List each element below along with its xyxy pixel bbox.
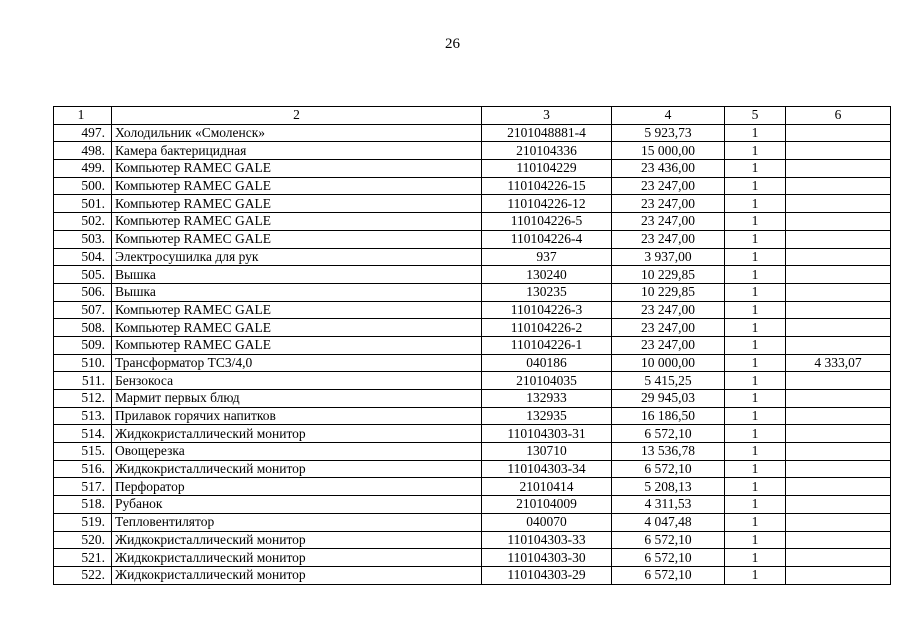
item-quantity: 1 (725, 142, 786, 160)
inventory-code: 110104303-31 (482, 425, 612, 443)
item-name: Прилавок горячих напитков (112, 407, 482, 425)
table-row (54, 177, 891, 195)
item-name: Холодильник «Смоленск» (112, 124, 482, 142)
item-value: 4 311,53 (612, 496, 725, 514)
table-row (54, 195, 891, 213)
item-name: Компьютер RAMEC GALE (112, 195, 482, 213)
item-extra (786, 266, 891, 284)
row-number: 507. (54, 301, 112, 319)
item-name: Компьютер RAMEC GALE (112, 336, 482, 354)
inventory-code: 210104009 (482, 496, 612, 514)
item-quantity: 1 (725, 513, 786, 531)
item-name: Бензокоса (112, 372, 482, 390)
item-extra (786, 425, 891, 443)
item-quantity: 1 (725, 177, 786, 195)
item-quantity: 1 (725, 195, 786, 213)
item-quantity: 1 (725, 124, 786, 142)
inventory-code: 110104226-3 (482, 301, 612, 319)
row-number: 508. (54, 319, 112, 337)
item-value: 10 229,85 (612, 266, 725, 284)
item-extra (786, 160, 891, 178)
row-number: 498. (54, 142, 112, 160)
item-quantity: 1 (725, 354, 786, 372)
page-number: 26 (445, 36, 460, 52)
item-value: 10 229,85 (612, 283, 725, 301)
row-number: 514. (54, 425, 112, 443)
row-number: 503. (54, 230, 112, 248)
item-extra (786, 301, 891, 319)
inventory-code: 132933 (482, 390, 612, 408)
item-quantity: 1 (725, 478, 786, 496)
item-extra (786, 407, 891, 425)
item-name: Жидкокристаллический монитор (112, 460, 482, 478)
inventory-code: 040186 (482, 354, 612, 372)
item-name: Жидкокристаллический монитор (112, 425, 482, 443)
row-number: 499. (54, 160, 112, 178)
table-row (54, 390, 891, 408)
inventory-code: 210104035 (482, 372, 612, 390)
inventory-code: 130235 (482, 283, 612, 301)
inventory-code: 130710 (482, 443, 612, 461)
item-extra (786, 124, 891, 142)
table-row (54, 478, 891, 496)
table-row (54, 283, 891, 301)
item-name: Перфоратор (112, 478, 482, 496)
table-row (54, 460, 891, 478)
inventory-code: 110104226-4 (482, 230, 612, 248)
item-quantity: 1 (725, 407, 786, 425)
item-name: Вышка (112, 266, 482, 284)
item-value: 23 247,00 (612, 230, 725, 248)
item-value: 6 572,10 (612, 566, 725, 584)
row-number: 515. (54, 443, 112, 461)
item-value: 5 208,13 (612, 478, 725, 496)
row-number: 505. (54, 266, 112, 284)
item-value: 23 247,00 (612, 319, 725, 337)
table-row (54, 407, 891, 425)
item-quantity: 1 (725, 372, 786, 390)
item-name: Жидкокристаллический монитор (112, 531, 482, 549)
item-name: Компьютер RAMEC GALE (112, 177, 482, 195)
row-number: 510. (54, 354, 112, 372)
inventory-code: 110104226-1 (482, 336, 612, 354)
inventory-code: 110104303-29 (482, 566, 612, 584)
row-number: 504. (54, 248, 112, 266)
item-quantity: 1 (725, 443, 786, 461)
item-value: 23 247,00 (612, 177, 725, 195)
item-value: 23 247,00 (612, 213, 725, 231)
row-number: 513. (54, 407, 112, 425)
table-header (54, 107, 891, 125)
item-value: 13 536,78 (612, 443, 725, 461)
item-extra (786, 390, 891, 408)
item-name: Трансформатор ТС3/4,0 (112, 354, 482, 372)
table-row (54, 266, 891, 284)
table-row (54, 425, 891, 443)
item-extra (786, 283, 891, 301)
table-row (54, 230, 891, 248)
item-value: 6 572,10 (612, 549, 725, 567)
item-value: 23 436,00 (612, 160, 725, 178)
item-extra (786, 566, 891, 584)
row-number: 512. (54, 390, 112, 408)
row-number: 516. (54, 460, 112, 478)
inventory-code: 132935 (482, 407, 612, 425)
item-quantity: 1 (725, 283, 786, 301)
item-value: 6 572,10 (612, 425, 725, 443)
item-extra (786, 142, 891, 160)
header-col-2: 2 (112, 107, 482, 125)
row-number: 502. (54, 213, 112, 231)
inventory-code: 110104229 (482, 160, 612, 178)
inventory-code: 21010414 (482, 478, 612, 496)
inventory-code: 110104303-34 (482, 460, 612, 478)
item-quantity: 1 (725, 266, 786, 284)
header-row (54, 107, 891, 125)
item-value: 23 247,00 (612, 336, 725, 354)
table-row (54, 319, 891, 337)
table-row (54, 549, 891, 567)
header-col-6: 6 (786, 107, 891, 125)
table-row (54, 142, 891, 160)
item-value: 5 923,73 (612, 124, 725, 142)
table-row (54, 124, 891, 142)
inventory-code: 210104336 (482, 142, 612, 160)
table-row (54, 496, 891, 514)
row-number: 522. (54, 566, 112, 584)
item-name: Компьютер RAMEC GALE (112, 160, 482, 178)
item-extra (786, 372, 891, 390)
inventory-code: 937 (482, 248, 612, 266)
item-quantity: 1 (725, 213, 786, 231)
row-number: 519. (54, 513, 112, 531)
table-row (54, 372, 891, 390)
item-quantity: 1 (725, 549, 786, 567)
item-extra (786, 248, 891, 266)
table-row (54, 531, 891, 549)
item-quantity: 1 (725, 301, 786, 319)
item-quantity: 1 (725, 531, 786, 549)
header-col-3: 3 (482, 107, 612, 125)
item-quantity: 1 (725, 230, 786, 248)
item-quantity: 1 (725, 496, 786, 514)
table-row (54, 336, 891, 354)
item-name: Жидкокристаллический монитор (112, 566, 482, 584)
inventory-code: 110104303-33 (482, 531, 612, 549)
item-name: Компьютер RAMEC GALE (112, 301, 482, 319)
row-number: 497. (54, 124, 112, 142)
item-extra (786, 213, 891, 231)
item-quantity: 1 (725, 566, 786, 584)
inventory-code: 040070 (482, 513, 612, 531)
table-row (54, 301, 891, 319)
item-name: Тепловентилятор (112, 513, 482, 531)
item-value: 5 415,25 (612, 372, 725, 390)
row-number: 506. (54, 283, 112, 301)
item-extra: 4 333,07 (786, 354, 891, 372)
item-extra (786, 230, 891, 248)
item-value: 16 186,50 (612, 407, 725, 425)
table-row (54, 513, 891, 531)
inventory-code: 110104226-5 (482, 213, 612, 231)
item-value: 15 000,00 (612, 142, 725, 160)
item-extra (786, 443, 891, 461)
item-extra (786, 513, 891, 531)
item-name: Компьютер RAMEC GALE (112, 230, 482, 248)
item-quantity: 1 (725, 319, 786, 337)
row-number: 521. (54, 549, 112, 567)
item-quantity: 1 (725, 425, 786, 443)
item-extra (786, 177, 891, 195)
item-value: 23 247,00 (612, 301, 725, 319)
item-name: Вышка (112, 283, 482, 301)
item-name: Жидкокристаллический монитор (112, 549, 482, 567)
table-row (54, 354, 891, 372)
item-quantity: 1 (725, 390, 786, 408)
row-number: 520. (54, 531, 112, 549)
item-quantity: 1 (725, 160, 786, 178)
header-col-5: 5 (725, 107, 786, 125)
row-number: 518. (54, 496, 112, 514)
table-row (54, 248, 891, 266)
item-quantity: 1 (725, 460, 786, 478)
item-extra (786, 336, 891, 354)
inventory-code: 110104226-12 (482, 195, 612, 213)
item-extra (786, 478, 891, 496)
item-extra (786, 319, 891, 337)
inventory-code: 2101048881-4 (482, 124, 612, 142)
item-name: Камера бактерицидная (112, 142, 482, 160)
item-name: Компьютер RAMEC GALE (112, 319, 482, 337)
item-extra (786, 549, 891, 567)
item-value: 23 247,00 (612, 195, 725, 213)
item-extra (786, 496, 891, 514)
item-name: Электросушилка для рук (112, 248, 482, 266)
row-number: 517. (54, 478, 112, 496)
table-body (54, 124, 891, 584)
inventory-code: 130240 (482, 266, 612, 284)
header-col-4: 4 (612, 107, 725, 125)
item-value: 4 047,48 (612, 513, 725, 531)
table-row (54, 160, 891, 178)
item-value: 6 572,10 (612, 460, 725, 478)
item-extra (786, 460, 891, 478)
item-name: Рубанок (112, 496, 482, 514)
inventory-code: 110104226-2 (482, 319, 612, 337)
table-row (54, 566, 891, 584)
item-quantity: 1 (725, 248, 786, 266)
item-value: 10 000,00 (612, 354, 725, 372)
item-quantity: 1 (725, 336, 786, 354)
row-number: 500. (54, 177, 112, 195)
item-value: 29 945,03 (612, 390, 725, 408)
row-number: 509. (54, 336, 112, 354)
row-number: 511. (54, 372, 112, 390)
table-row (54, 213, 891, 231)
inventory-code: 110104226-15 (482, 177, 612, 195)
item-name: Компьютер RAMEC GALE (112, 213, 482, 231)
table-row (54, 443, 891, 461)
header-col-1: 1 (54, 107, 112, 125)
item-name: Мармит первых блюд (112, 390, 482, 408)
item-value: 6 572,10 (612, 531, 725, 549)
item-extra (786, 531, 891, 549)
item-value: 3 937,00 (612, 248, 725, 266)
row-number: 501. (54, 195, 112, 213)
inventory-code: 110104303-30 (482, 549, 612, 567)
inventory-table (53, 106, 891, 585)
item-extra (786, 195, 891, 213)
item-name: Овощерезка (112, 443, 482, 461)
